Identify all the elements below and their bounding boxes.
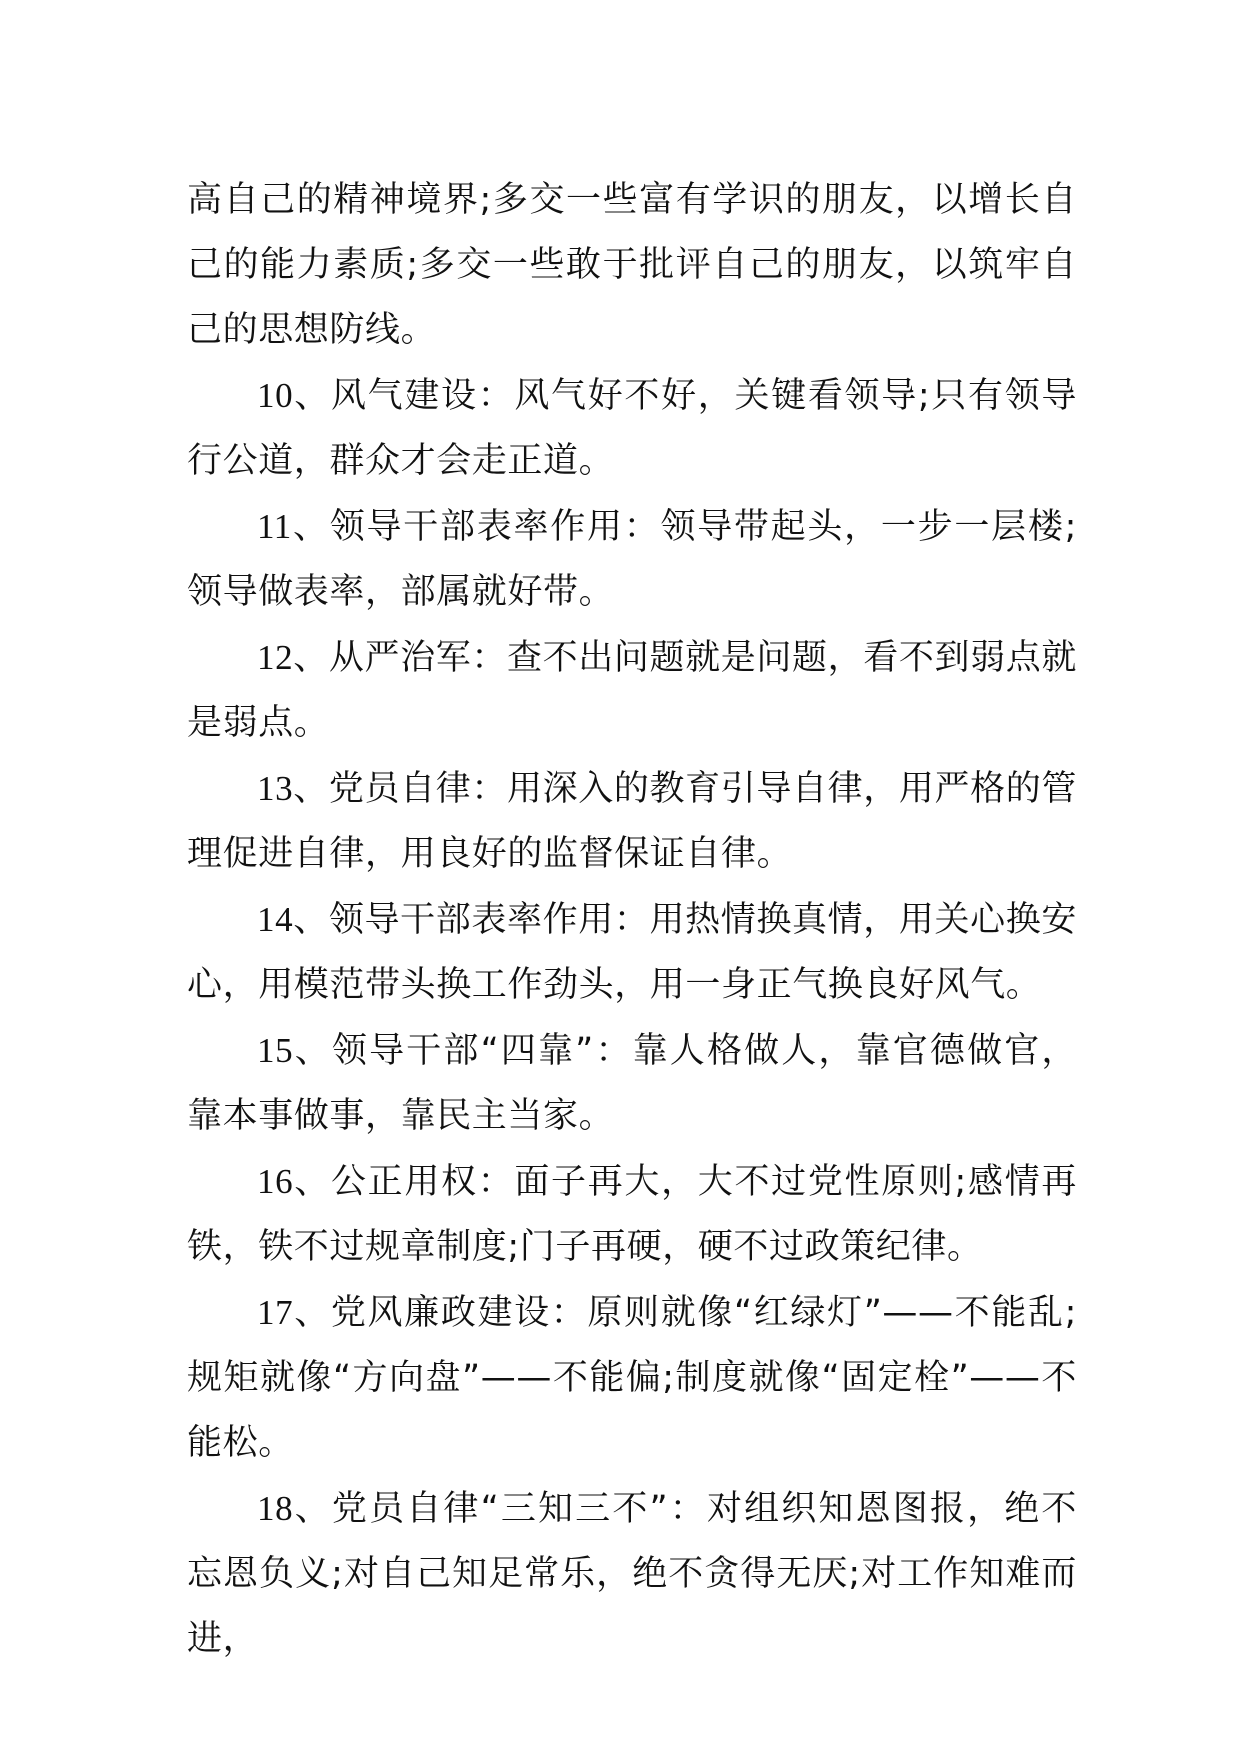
- paragraph-text: 、党风廉政建设：原则就像“红绿灯”——不能乱;规矩就像“方向盘”——不能偏;制度就像“固定栓”——不能松。: [187, 1293, 1077, 1463]
- paragraph-text: 、党员自律“三知三不”：对组织知恩图报，绝不忘恩负义;对自己知足常乐，绝不贪得无厌;对工作知难而进，: [187, 1489, 1077, 1659]
- paragraph-text: 、党员自律：用深入的教育引导自律，用严格的管理促进自律，用良好的监督保证自律。: [187, 769, 1077, 874]
- paragraph-number: 18: [257, 1489, 294, 1528]
- paragraph-11: [187, 494, 1077, 625]
- paragraph-17: [187, 1280, 1077, 1476]
- paragraph-16: [187, 1149, 1077, 1280]
- paragraph-13: [187, 756, 1077, 887]
- paragraph-number: 10: [257, 376, 294, 415]
- paragraph-number: 12: [257, 638, 294, 677]
- paragraph-number: 15: [257, 1031, 294, 1070]
- paragraph-number: 13: [257, 769, 294, 808]
- paragraph-number: 16: [257, 1162, 294, 1201]
- paragraph-12: [187, 625, 1077, 756]
- paragraph-text: 、公正用权：面子再大，大不过党性原则;感情再铁，铁不过规章制度;门子再硬，硬不过政策纪律。: [187, 1162, 1077, 1267]
- paragraph-text: 、风气建设：风气好不好，关键看领导;只有领导行公道，群众才会走正道。: [187, 376, 1077, 481]
- paragraph-text: 、领导干部表率作用：用热情换真情，用关心换安心，用模范带头换工作劲头，用一身正气换良好风气。: [187, 900, 1077, 1005]
- paragraph-text: 、领导干部“四靠”：靠人格做人，靠官德做官，靠本事做事，靠民主当家。: [187, 1031, 1077, 1136]
- paragraph-14: [187, 887, 1077, 1018]
- paragraph-15: [187, 1018, 1077, 1149]
- paragraph-text: 、领导干部表率作用：领导带起头，一步一层楼;领导做表率，部属就好带。: [187, 507, 1077, 612]
- paragraph-number: 14: [257, 900, 294, 939]
- paragraph-10: [187, 363, 1077, 494]
- paragraph-continuation: [187, 168, 1077, 363]
- paragraph-text: 高自己的精神境界;多交一些富有学识的朋友，以增长自己的能力素质;多交一些敢于批评自己的朋友，以筑牢自己的思想防线。: [187, 180, 1077, 350]
- paragraph-number: 11: [257, 507, 292, 546]
- body-text: [187, 168, 1077, 1672]
- paragraph-text: 、从严治军：查不出问题就是问题，看不到弱点就是弱点。: [187, 638, 1077, 743]
- paragraph-number: 17: [257, 1293, 294, 1332]
- paragraph-18: [187, 1476, 1077, 1672]
